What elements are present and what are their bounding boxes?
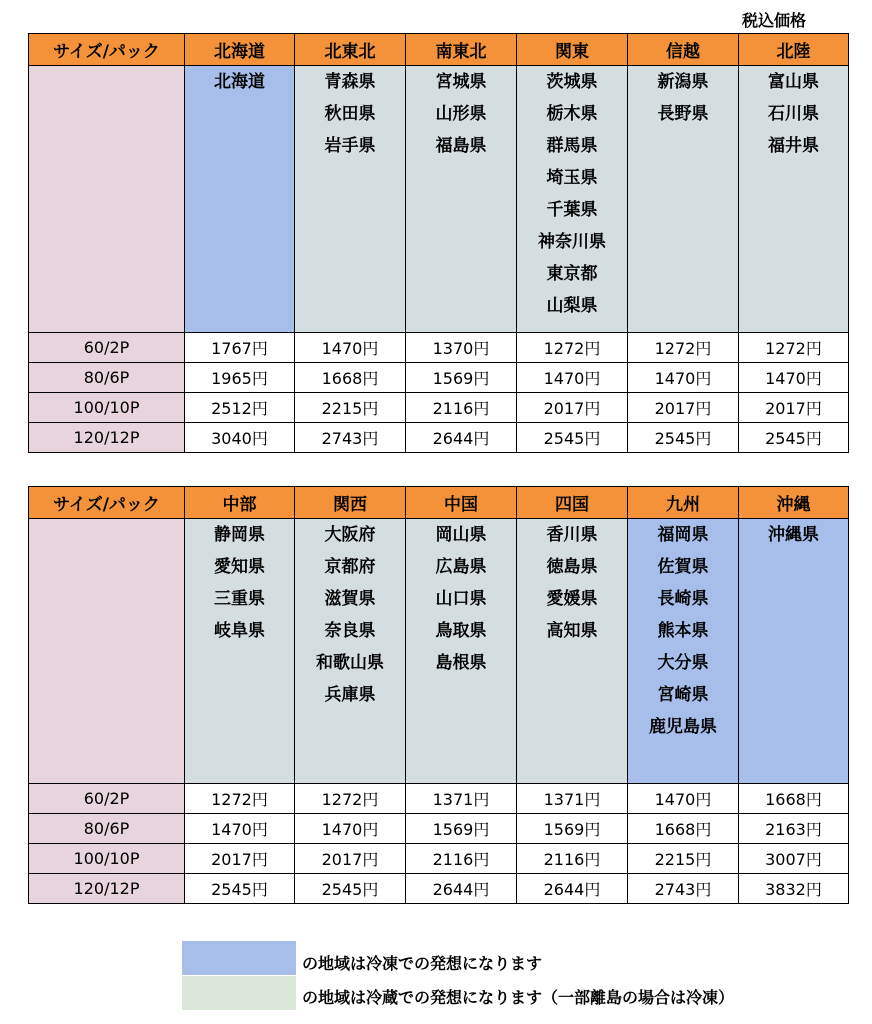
prefecture-name: 新潟県 bbox=[657, 72, 709, 92]
prefecture-name: 宮崎県 bbox=[657, 685, 709, 705]
region-header: 北東北 bbox=[295, 34, 406, 66]
prefecture-list-cell bbox=[739, 66, 849, 333]
prefecture-name: 群馬県 bbox=[546, 136, 598, 156]
prefecture-name: 大分県 bbox=[657, 653, 709, 673]
price-cell: 2116円 bbox=[517, 844, 628, 874]
prefecture-list-cell bbox=[517, 66, 628, 333]
region-header: 九州 bbox=[628, 487, 739, 519]
size-pack-header: サイズ/パック bbox=[29, 34, 185, 66]
header-row bbox=[29, 34, 849, 66]
price-row bbox=[29, 844, 849, 874]
label-cell-blank bbox=[29, 66, 185, 333]
price-cell: 1965円 bbox=[185, 363, 295, 393]
region-header: 中国 bbox=[406, 487, 517, 519]
price-cell: 2163円 bbox=[739, 814, 849, 844]
price-cell: 1569円 bbox=[406, 363, 517, 393]
prefecture-list-cell bbox=[517, 519, 628, 784]
price-row bbox=[29, 393, 849, 423]
size-pack-header: サイズ/パック bbox=[29, 487, 185, 519]
prefecture-name: 広島県 bbox=[435, 557, 487, 577]
price-cell: 1272円 bbox=[517, 333, 628, 363]
prefecture-name: 滋賀県 bbox=[324, 589, 376, 609]
price-cell: 1470円 bbox=[295, 814, 406, 844]
price-cell: 2644円 bbox=[406, 874, 517, 904]
prefecture-list-cell bbox=[628, 519, 739, 784]
prefecture-name: 茨城県 bbox=[546, 72, 598, 92]
prefecture-name: 愛媛県 bbox=[546, 589, 598, 609]
prefecture-name: 兵庫県 bbox=[324, 685, 376, 705]
prefecture-name: 長崎県 bbox=[657, 589, 709, 609]
price-cell: 2017円 bbox=[628, 393, 739, 423]
size-label: 60/2P bbox=[29, 333, 185, 363]
price-row bbox=[29, 814, 849, 844]
header-row bbox=[29, 487, 849, 519]
shipping-rate-table-east bbox=[28, 33, 849, 453]
price-cell: 1370円 bbox=[406, 333, 517, 363]
prefecture-name: 栃木県 bbox=[546, 104, 598, 124]
prefecture-list-cell bbox=[406, 66, 517, 333]
price-cell: 2545円 bbox=[517, 423, 628, 453]
region-header: 北陸 bbox=[739, 34, 849, 66]
prefecture-name: 神奈川県 bbox=[538, 232, 606, 252]
prefecture-list-cell bbox=[628, 66, 739, 333]
prefecture-name: 沖縄県 bbox=[768, 525, 819, 545]
region-header: 四国 bbox=[517, 487, 628, 519]
price-cell: 1470円 bbox=[517, 363, 628, 393]
price-row bbox=[29, 423, 849, 453]
region-header: 信越 bbox=[628, 34, 739, 66]
prefecture-list-cell bbox=[185, 519, 295, 784]
size-label: 100/10P bbox=[29, 844, 185, 874]
size-label: 120/12P bbox=[29, 874, 185, 904]
prefecture-list-cell bbox=[295, 66, 406, 333]
prefecture-name: 北海道 bbox=[214, 72, 265, 92]
prefecture-name: 富山県 bbox=[768, 72, 819, 92]
legend-chilled-swatch bbox=[182, 976, 296, 1010]
price-cell: 1272円 bbox=[185, 784, 295, 814]
prefecture-name: 岩手県 bbox=[324, 136, 376, 156]
price-cell: 1767円 bbox=[185, 333, 295, 363]
price-cell: 2545円 bbox=[628, 423, 739, 453]
price-cell: 1272円 bbox=[739, 333, 849, 363]
prefecture-list-cell bbox=[295, 519, 406, 784]
price-cell: 1470円 bbox=[295, 333, 406, 363]
price-cell: 1569円 bbox=[517, 814, 628, 844]
prefecture-name: 宮城県 bbox=[435, 72, 487, 92]
prefecture-list-cell bbox=[739, 519, 849, 784]
prefecture-list-cell bbox=[185, 66, 295, 333]
price-cell: 2017円 bbox=[739, 393, 849, 423]
price-cell: 2215円 bbox=[295, 393, 406, 423]
price-cell: 1470円 bbox=[185, 814, 295, 844]
price-cell: 1371円 bbox=[406, 784, 517, 814]
prefecture-name: 熊本県 bbox=[657, 621, 709, 641]
region-header: 関東 bbox=[517, 34, 628, 66]
prefecture-name: 東京都 bbox=[546, 264, 598, 284]
prefecture-name: 高知県 bbox=[546, 621, 598, 641]
price-cell: 1371円 bbox=[517, 784, 628, 814]
prefecture-name: 山形県 bbox=[435, 104, 487, 124]
prefecture-row bbox=[29, 519, 849, 784]
prefecture-name: 香川県 bbox=[546, 525, 598, 545]
prefecture-name: 京都府 bbox=[324, 557, 376, 577]
price-cell: 1470円 bbox=[739, 363, 849, 393]
price-row bbox=[29, 874, 849, 904]
price-cell: 2017円 bbox=[295, 844, 406, 874]
price-cell: 1569円 bbox=[406, 814, 517, 844]
price-row bbox=[29, 784, 849, 814]
size-label: 100/10P bbox=[29, 393, 185, 423]
legend-chilled-text: の地域は冷蔵での発想になります（一部離島の場合は冷凍） bbox=[302, 988, 735, 1007]
prefecture-name: 山梨県 bbox=[546, 296, 598, 316]
price-cell: 2512円 bbox=[185, 393, 295, 423]
price-cell: 3040円 bbox=[185, 423, 295, 453]
prefecture-name: 徳島県 bbox=[546, 557, 598, 577]
prefecture-name: 鹿児島県 bbox=[649, 717, 717, 737]
region-header: 中部 bbox=[185, 487, 295, 519]
prefecture-name: 和歌山県 bbox=[316, 653, 384, 673]
prefecture-name: 長野県 bbox=[657, 104, 709, 124]
price-cell: 2116円 bbox=[406, 393, 517, 423]
price-cell: 1668円 bbox=[739, 784, 849, 814]
price-cell: 2545円 bbox=[185, 874, 295, 904]
price-cell: 2215円 bbox=[628, 844, 739, 874]
prefecture-name: 島根県 bbox=[435, 653, 487, 673]
price-cell: 2644円 bbox=[406, 423, 517, 453]
prefecture-name: 秋田県 bbox=[324, 104, 376, 124]
price-cell: 1272円 bbox=[295, 784, 406, 814]
price-cell: 1668円 bbox=[295, 363, 406, 393]
prefecture-name: 千葉県 bbox=[546, 200, 598, 220]
prefecture-name: 佐賀県 bbox=[657, 557, 709, 577]
price-cell: 2017円 bbox=[185, 844, 295, 874]
price-cell: 3007円 bbox=[739, 844, 849, 874]
price-cell: 2743円 bbox=[628, 874, 739, 904]
price-cell: 2545円 bbox=[739, 423, 849, 453]
prefecture-name: 鳥取県 bbox=[435, 621, 487, 641]
shipping-rate-table-west bbox=[28, 486, 849, 904]
tax-included-note: 税込価格 bbox=[742, 11, 807, 30]
region-header: 関西 bbox=[295, 487, 406, 519]
prefecture-name: 埼玉県 bbox=[546, 168, 598, 188]
prefecture-name: 岡山県 bbox=[435, 525, 487, 545]
prefecture-name: 山口県 bbox=[435, 589, 487, 609]
price-cell: 2017円 bbox=[517, 393, 628, 423]
prefecture-name: 石川県 bbox=[768, 104, 819, 124]
prefecture-name: 青森県 bbox=[324, 72, 376, 92]
region-header: 沖縄 bbox=[739, 487, 849, 519]
legend-frozen-swatch bbox=[182, 941, 296, 975]
price-cell: 2545円 bbox=[295, 874, 406, 904]
region-header: 南東北 bbox=[406, 34, 517, 66]
price-row bbox=[29, 363, 849, 393]
prefecture-name: 愛知県 bbox=[214, 557, 265, 577]
price-cell: 2116円 bbox=[406, 844, 517, 874]
size-label: 60/2P bbox=[29, 784, 185, 814]
prefecture-name: 大阪府 bbox=[324, 525, 376, 545]
size-label: 120/12P bbox=[29, 423, 185, 453]
region-header: 北海道 bbox=[185, 34, 295, 66]
price-cell: 1470円 bbox=[628, 784, 739, 814]
size-label: 80/6P bbox=[29, 363, 185, 393]
price-cell: 1272円 bbox=[628, 333, 739, 363]
price-cell: 2644円 bbox=[517, 874, 628, 904]
prefecture-name: 静岡県 bbox=[214, 525, 265, 545]
prefecture-name: 奈良県 bbox=[324, 621, 376, 641]
price-row bbox=[29, 333, 849, 363]
prefecture-name: 福井県 bbox=[768, 136, 819, 156]
price-cell: 3832円 bbox=[739, 874, 849, 904]
size-label: 80/6P bbox=[29, 814, 185, 844]
prefecture-name: 三重県 bbox=[214, 589, 265, 609]
prefecture-name: 岐阜県 bbox=[214, 621, 265, 641]
legend-frozen-text: の地域は冷凍での発想になります bbox=[302, 954, 543, 973]
prefecture-list-cell bbox=[406, 519, 517, 784]
price-cell: 1668円 bbox=[628, 814, 739, 844]
prefecture-name: 福岡県 bbox=[657, 525, 709, 545]
label-cell-blank bbox=[29, 519, 185, 784]
price-cell: 2743円 bbox=[295, 423, 406, 453]
prefecture-name: 福島県 bbox=[435, 136, 487, 156]
prefecture-row bbox=[29, 66, 849, 333]
price-cell: 1470円 bbox=[628, 363, 739, 393]
